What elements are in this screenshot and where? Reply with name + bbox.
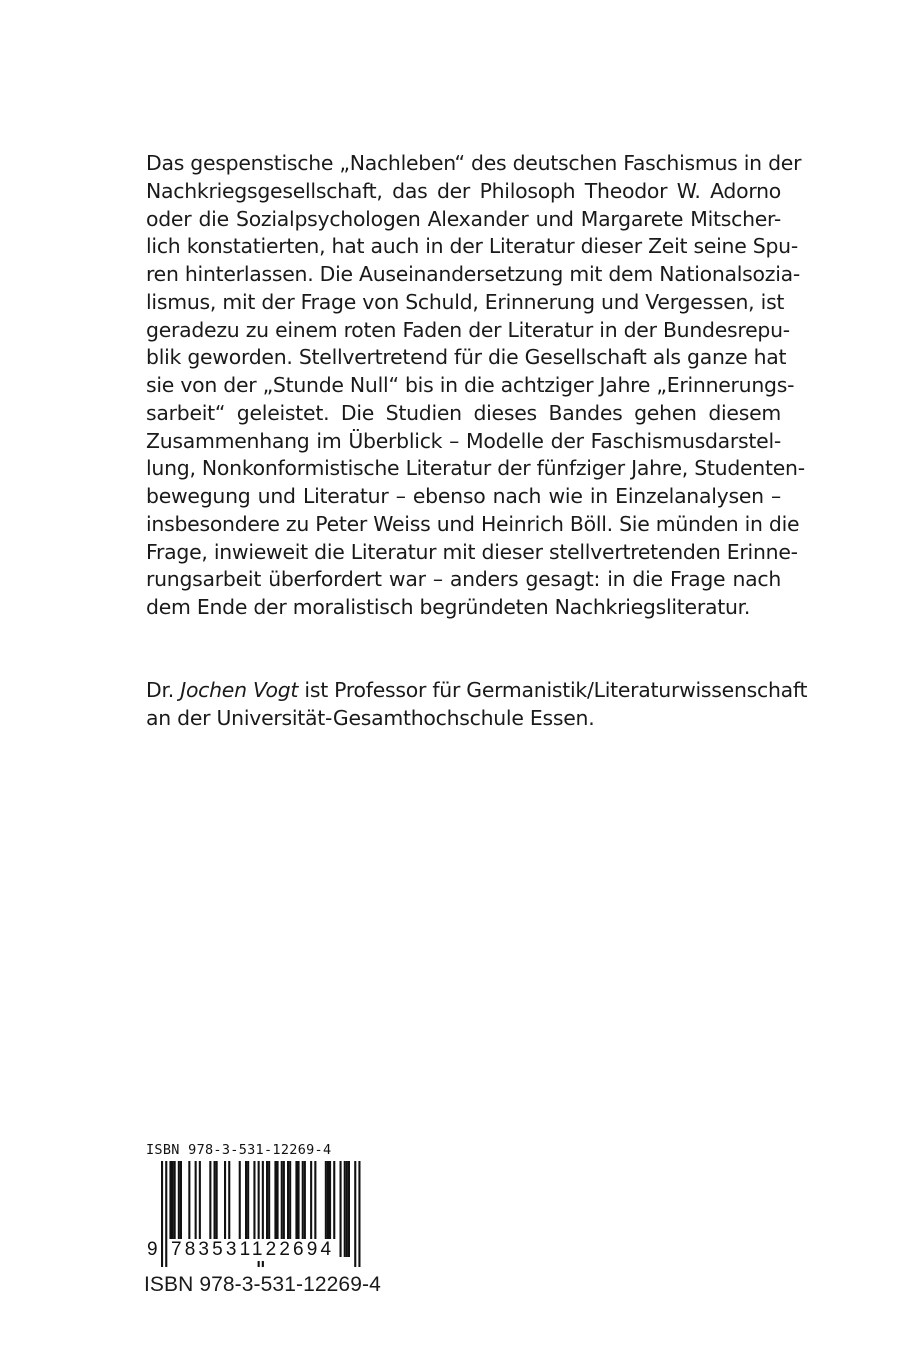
barcode-guard-bar [358,1161,360,1267]
blurb-line: lich konstatierten, hat auch in der Literatur dieser Zeit seine Spu- [146,234,798,259]
blurb-line: lung, Nonkonformistische Literatur der fünfziger Jahre, Studenten- [146,456,805,481]
author-line-2: an der Universität-Gesamthochschule Essen. [146,705,595,730]
author-note [146,677,808,733]
barcode-guard-bar [161,1161,163,1267]
blurb-line: bewegung und Literatur – ebenso nach wie in Einzelanalysen – [146,484,781,508]
blurb-line: geradezu zu einem roten Faden der Literatur in der Bundesrepu- [146,317,790,342]
isbn-text: ISBN 978-3-531-12269-4 [144,1273,381,1296]
author-name: Jochen Vogt [180,678,299,702]
barcode-guard-bar [354,1161,356,1267]
author-prefix: Dr. [146,678,181,702]
blurb-line: Nachkriegsgesellschaft, das der Philosoph Theodor W. Adorno [146,178,781,203]
blurb-line: sie von der „Stunde Null“ bis in die achtziger Jahre „Erinnerungs- [146,373,795,397]
blurb-line: sarbeit“ geleistet. Die Studien dieses Bandes gehen diesem [146,400,781,425]
blurb-line: ren hinterlassen. Die Auseinandersetzung mit dem Nationalsozia- [146,262,800,286]
barcode-bar [348,1161,350,1257]
author-title: ist Professor für Germanistik/Literaturwissenschaft [298,678,808,702]
blurb-line: blik geworden. Stellvertretend für die Gesellschaft als ganze hat [146,345,787,370]
blurb-line: Das gespenstische „Nachleben“ des deutschen Faschismus in der [146,151,802,175]
barcode [140,1141,365,1271]
blurb-line: oder die Sozialpsychologen Alexander und Margarete Mitscher- [146,206,781,231]
blurb-text [146,150,805,622]
barcode-guard-bar [165,1161,167,1267]
blurb-line: Zusammenhang im Überblick – Modelle der Faschismusdarstel- [146,428,781,453]
blurb-line: Frage, inwieweit die Literatur mit dieser stellvertretenden Erinne- [146,539,798,564]
ean-first-digit: 9 [147,1239,158,1260]
blurb-line: lismus, mit der Frage von Schuld, Erinnerung und Vergessen, ist [146,289,785,314]
barcode-bar [340,1161,342,1257]
barcode-bar [346,1161,348,1257]
author-line-1 [146,677,808,705]
blurb-line: rungsarbeit überfordert war – anders gesagt: in die Frage nach [146,567,781,592]
ean-rest-digits: 783531122694 [171,1239,335,1260]
blurb-line: dem Ende der moralistisch begründeten Nachkriegsliteratur. [146,595,751,619]
barcode-bar [344,1161,346,1257]
barcode-isbn-label: ISBN 978-3-531-12269-4 [146,1142,332,1158]
blurb-line: insbesondere zu Peter Weiss und Heinrich Böll. Sie münden in die [146,511,800,536]
